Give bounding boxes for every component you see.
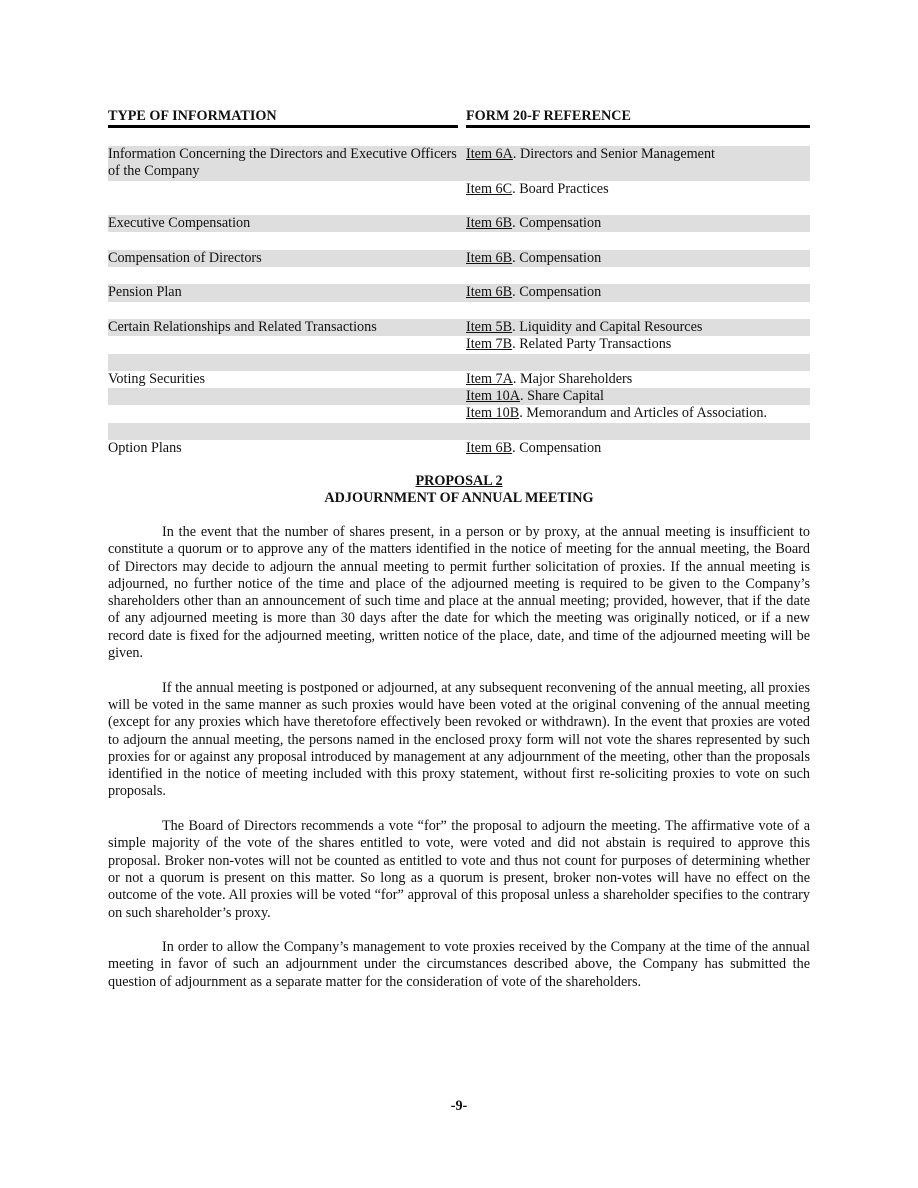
page-number: -9- xyxy=(450,1098,468,1114)
type-cell: Information Concerning the Directors and Executive Officers of the Company xyxy=(108,146,457,180)
reference-cell xyxy=(466,354,810,371)
table-row xyxy=(108,354,810,371)
table-row xyxy=(108,284,810,301)
item-reference: Item 6A xyxy=(466,146,513,162)
type-cell xyxy=(108,181,458,198)
proposal-title: ADJOURNMENT OF ANNUAL MEETING xyxy=(324,490,594,507)
reference-title: . Memorandum and Articles of Association. xyxy=(519,405,768,422)
type-cell: Certain Relationships and Related Transactions xyxy=(108,318,377,335)
type-cell: Pension Plan xyxy=(108,284,182,301)
reference-title: . Directors and Senior Management xyxy=(512,146,716,162)
table-row xyxy=(108,198,810,215)
item-reference: Item 7B xyxy=(466,336,513,353)
type-cell: Voting Securities xyxy=(108,370,206,387)
reference-title: . Related Party Transactions xyxy=(512,336,672,353)
reference-title: . Compensation xyxy=(512,249,602,266)
type-cell xyxy=(108,232,458,249)
item-reference: Item 6B xyxy=(466,249,513,266)
item-reference: Item 6C xyxy=(466,180,513,197)
table-row xyxy=(108,423,810,440)
table-row xyxy=(108,250,810,267)
paragraph: The Board of Directors recommends a vote “for” the proposal to adjourn the meeting. The affirmative vote of a simple majority of the vote of the shares entitled to vote, were voted and did not abstain is required to approve this proposal. Broker non-votes will not be counted as entitled to vote and thus not count for purposes of determining whether or not a quorum is present on this matter. So long as a quorum is present, broker non-votes will have no effect on the outcome of the vote. All proxies will be voted “for” approval of this proposal unless a shareholder specifies to the contrary on such shareholder’s proxy. xyxy=(108,818,810,921)
paragraph: In the event that the number of shares present, in a person or by proxy, at the annual meeting is insufficient to constitute a quorum or to approve any of the matters identified in the notice of meeting for the annual meeting, the Board of Directors may decide to adjourn the annual meeting to permit further solicitation of proxies. If the annual meeting is adjourned, no further notice of the time and place of the adjourned meeting is required to be given to the Company’s shareholders other than an announcement of such time and place at the annual meeting; provided, however, that if the date of any adjourned meeting is more than 30 days after the date for which the meeting was originally noticed, or if a new record date is fixed for the adjourned meeting, written notice of the place, date, and time of the adjourned meeting will be given. xyxy=(108,524,810,662)
reference-cell xyxy=(466,405,810,422)
form-20f-reference-table xyxy=(108,108,810,457)
type-cell xyxy=(108,423,458,440)
reference-title: . Liquidity and Capital Resources xyxy=(512,318,703,335)
type-cell xyxy=(108,388,458,405)
reference-title: . Compensation xyxy=(512,215,602,232)
reference-title: . Major Shareholders xyxy=(512,370,633,387)
reference-cell xyxy=(466,423,810,440)
reference-title: . Compensation xyxy=(512,284,602,301)
table-row xyxy=(108,371,810,388)
table-row xyxy=(108,388,810,405)
header-form-20f-reference: FORM 20-F REFERENCE xyxy=(466,108,810,128)
table-row xyxy=(108,232,810,249)
reference-cell xyxy=(466,146,810,181)
item-reference: Item 10A xyxy=(466,388,520,405)
type-cell: Option Plans xyxy=(108,440,182,457)
table-body xyxy=(108,146,810,457)
proposal-body xyxy=(108,524,810,1008)
reference-cell xyxy=(466,198,810,215)
table-row xyxy=(108,146,810,181)
table-row xyxy=(108,267,810,284)
item-reference: Item 10B xyxy=(466,405,520,422)
reference-cell xyxy=(466,440,810,457)
type-cell xyxy=(108,267,458,284)
type-cell xyxy=(108,354,458,371)
proposal-heading xyxy=(108,473,810,508)
reference-cell xyxy=(466,319,810,336)
reference-cell xyxy=(466,181,810,198)
reference-title: . Compensation xyxy=(512,440,602,457)
reference-cell xyxy=(466,371,810,388)
type-cell xyxy=(108,336,458,353)
proposal-number: PROPOSAL 2 xyxy=(415,473,503,489)
table-header xyxy=(108,108,810,128)
table-row xyxy=(108,181,810,198)
table-row xyxy=(108,336,810,353)
reference-cell xyxy=(466,267,810,284)
type-cell: Executive Compensation xyxy=(108,215,251,232)
item-reference: Item 6B xyxy=(466,215,513,232)
table-row xyxy=(108,440,810,457)
type-cell xyxy=(108,198,458,215)
reference-title: . Board Practices xyxy=(512,180,609,197)
reference-cell xyxy=(466,215,810,232)
type-cell xyxy=(108,302,458,319)
reference-cell xyxy=(466,302,810,319)
reference-cell xyxy=(466,250,810,267)
paragraph: In order to allow the Company’s management to vote proxies received by the Company at the time of the annual meeting in favor of such an adjournment under the circumstances described above, the Company has submitted the question of adjournment as a separate matter for the consideration of vote of the shareholders. xyxy=(108,939,810,990)
type-cell xyxy=(108,405,458,422)
table-row xyxy=(108,302,810,319)
paragraph: If the annual meeting is postponed or adjourned, at any subsequent reconvening of the annual meeting, all proxies will be voted in the same manner as such proxies would have been voted at the original convening of the annual meeting (except for any proxies which have theretofore effectively been revoked or withdrawn). In the event that proxies are voted to adjourn the annual meeting, the persons named in the enclosed proxy form will not vote the shares represented by such proxies for or against any proposal introduced by management at any adjournment of the meeting, other than the proposals identified in the notice of meeting included with this proxy statement, without first re-soliciting proxies to vote on such proposals. xyxy=(108,679,810,800)
type-cell: Compensation of Directors xyxy=(108,249,262,266)
reference-cell xyxy=(466,388,810,405)
reference-cell xyxy=(466,284,810,301)
table-row xyxy=(108,215,810,232)
item-reference: Item 5B xyxy=(466,318,513,335)
reference-cell xyxy=(466,232,810,249)
table-row xyxy=(108,319,810,336)
item-reference: Item 7A xyxy=(466,370,513,387)
table-row xyxy=(108,405,810,422)
reference-cell xyxy=(466,336,810,353)
item-reference: Item 6B xyxy=(466,440,513,457)
header-type-of-information: TYPE OF INFORMATION xyxy=(108,108,458,128)
reference-title: . Share Capital xyxy=(519,388,604,405)
item-reference: Item 6B xyxy=(466,284,513,301)
